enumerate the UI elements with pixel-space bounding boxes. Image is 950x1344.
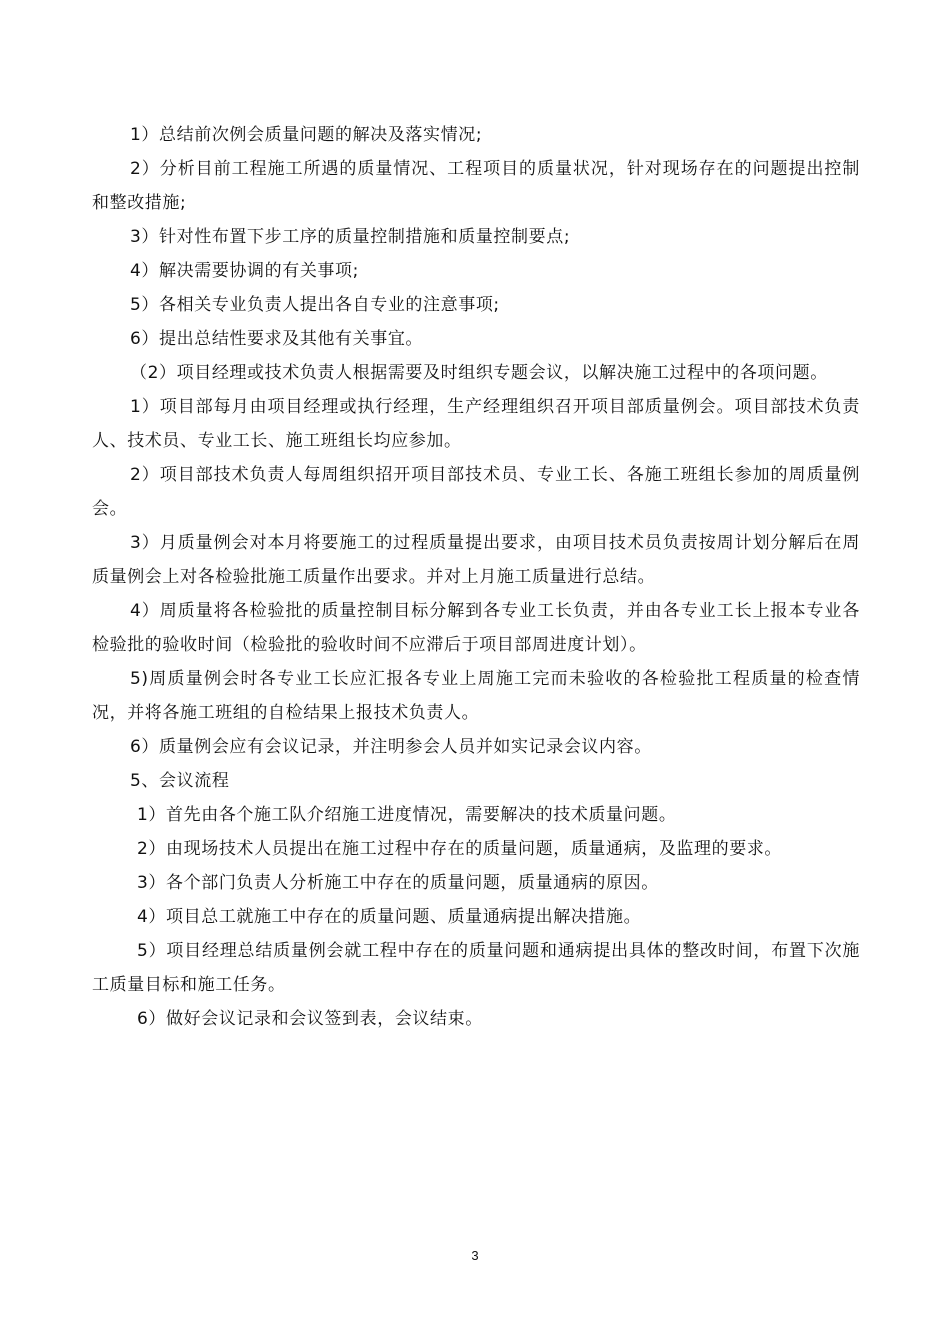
paragraph-10: 3）月质量例会对本月将要施工的过程质量提出要求，由项目技术员负责按周计划分解后在周质量例会上对各检验批施工质量作出要求。并对上月施工质量进行总结。 — [92, 533, 860, 587]
process-step-3: 3）各个部门负责人分析施工中存在的质量问题，质量通病的原因。 — [137, 873, 659, 893]
page-number: 3 — [471, 1248, 479, 1263]
paragraph-6: 6）提出总结性要求及其他有关事宜。 — [130, 329, 424, 349]
paragraph-5: 5）各相关专业负责人提出各自专业的注意事项; — [130, 295, 500, 315]
paragraph-12: 5)周质量例会时各专业工长应汇报各专业上周施工完而未验收的各检验批工程质量的检查情况，并将各施工班组的自检结果上报技术负责人。 — [92, 669, 860, 723]
paragraph-9: 2）项目部技术负责人每周组织招开项目部技术员、专业工长、各施工班组长参加的周质量例会。 — [92, 465, 860, 519]
process-step-2: 2）由现场技术人员提出在施工过程中存在的质量问题，质量通病，及监理的要求。 — [137, 839, 783, 859]
process-step-4: 4）项目总工就施工中存在的质量问题、质量通病提出解决措施。 — [137, 907, 642, 927]
paragraph-1: 1）总结前次例会质量问题的解决及落实情况; — [130, 125, 483, 145]
paragraph-13: 6）质量例会应有会议记录，并注明参会人员并如实记录会议内容。 — [130, 737, 652, 757]
document-body — [92, 118, 860, 1036]
paragraph-7: （2）项目经理或技术负责人根据需要及时组织专题会议，以解决施工过程中的各项问题。 — [130, 363, 828, 383]
paragraph-11: 4）周质量将各检验批的质量控制目标分解到各专业工长负责，并由各专业工长上报本专业各检验批的验收时间（检验批的验收时间不应滞后于项目部周进度计划）。 — [92, 601, 860, 655]
paragraph-2: 2）分析目前工程施工所遇的质量情况、工程项目的质量状况，针对现场存在的问题提出控制和整改措施; — [92, 159, 860, 213]
process-step-5: 5）项目经理总结质量例会就工程中存在的质量问题和通病提出具体的整改时间，布置下次施工质量目标和施工任务。 — [92, 941, 860, 995]
process-step-6: 6）做好会议记录和会议签到表，会议结束。 — [137, 1009, 483, 1029]
paragraph-8: 1）项目部每月由项目经理或执行经理，生产经理组织召开项目部质量例会。项目部技术负责人、技术员、专业工长、施工班组长均应参加。 — [92, 397, 860, 451]
section-heading-meeting-process: 5、会议流程 — [130, 771, 230, 791]
process-step-1: 1）首先由各个施工队介绍施工进度情况，需要解决的技术质量问题。 — [137, 805, 677, 825]
paragraph-3: 3）针对性布置下步工序的质量控制措施和质量控制要点; — [130, 227, 571, 247]
paragraph-4: 4）解决需要协调的有关事项; — [130, 261, 359, 281]
